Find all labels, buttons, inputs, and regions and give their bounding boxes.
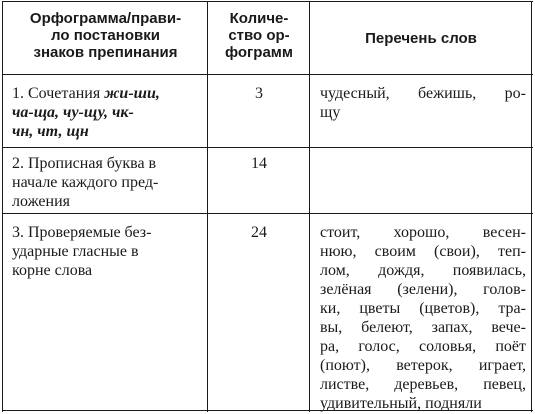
rule-line: 1. Сочетания жи-ши, <box>12 85 160 102</box>
row3-words <box>320 223 526 413</box>
row3-count: 24 <box>251 224 267 241</box>
header-rule <box>4 10 207 61</box>
row3-rule <box>12 223 200 280</box>
word-line: лом, дождя, появилась, <box>320 262 526 279</box>
row-divider <box>2 213 533 214</box>
column-divider <box>309 1 310 412</box>
rule-emphasis: жи-ши, <box>104 85 160 102</box>
word-line: вы, белеют, запах, вече- <box>320 319 526 336</box>
header-rule-line: Орфограмма/прави- <box>29 10 182 27</box>
orthogram-table <box>2 1 533 412</box>
rule-line: начале каждого пред- <box>12 174 159 191</box>
header-rule-line: знаков препинания <box>33 44 178 61</box>
rule-line: чн, чт, щн <box>12 123 89 140</box>
row1-rule <box>12 84 200 141</box>
row1-count: 3 <box>255 85 263 102</box>
header-words <box>311 30 531 47</box>
row1-words <box>320 84 526 122</box>
header-count-line: ство ор- <box>228 27 290 44</box>
column-divider <box>207 1 208 412</box>
rule-line: ударные гласные в <box>12 243 139 260</box>
table-border-right <box>531 1 532 412</box>
rule-line: 3. Проверяемые без- <box>12 224 152 241</box>
table-border-left <box>2 1 3 412</box>
word-line: нюю, своим (свои), теп- <box>320 243 526 260</box>
header-divider <box>2 74 533 75</box>
word-line: удивительный, подняли <box>320 395 482 412</box>
header-count-line: фограмм <box>224 44 294 61</box>
word-line: чудесный, бежишь, ро- <box>320 85 526 102</box>
word-line: (поют), ветерок, играет, <box>320 357 526 374</box>
row2-rule <box>12 154 200 211</box>
header-count <box>209 10 309 61</box>
word-line: ра, голос, соловья, поёт <box>320 338 526 355</box>
rule-line: корне слова <box>12 262 93 279</box>
row2-count: 14 <box>251 155 267 172</box>
header-words-label: Перечень слов <box>365 30 477 47</box>
word-line: стоит, хорошо, весен- <box>320 224 526 241</box>
table-border-top <box>2 1 533 2</box>
rule-line: ложения <box>12 193 71 210</box>
rule-line: 2. Прописная буква в <box>12 155 157 172</box>
header-count-line: Количе- <box>229 10 289 27</box>
rule-line: ча-ща, чу-щу, чк- <box>12 104 134 121</box>
word-line: зелёная (зелени), голов- <box>320 281 526 298</box>
word-line: ки, цветы (цветов), тра- <box>320 300 526 317</box>
row-divider <box>2 147 533 148</box>
header-rule-line: ло постановки <box>51 27 160 44</box>
word-line: листве, деревьев, певец, <box>320 376 526 393</box>
word-line: щу <box>320 104 341 121</box>
